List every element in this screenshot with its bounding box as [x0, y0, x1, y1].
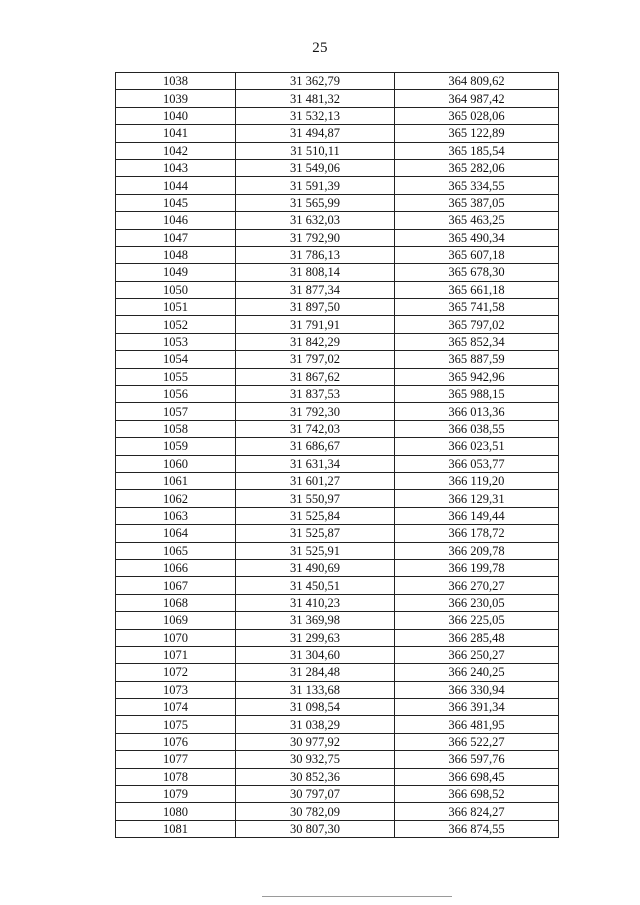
- y-coordinate-cell: 365 122,89: [395, 125, 559, 142]
- table-row: [116, 594, 559, 611]
- table-row: [116, 420, 559, 437]
- x-coordinate-cell: 31 867,62: [236, 368, 395, 385]
- x-coordinate-cell: 31 490,69: [236, 559, 395, 576]
- table-row: [116, 194, 559, 211]
- x-coordinate-cell: 31 686,67: [236, 438, 395, 455]
- table-row: [116, 525, 559, 542]
- y-coordinate-cell: 366 053,77: [395, 455, 559, 472]
- table-row: [116, 699, 559, 716]
- y-coordinate-cell: 366 230,05: [395, 594, 559, 611]
- x-coordinate-cell: 31 565,99: [236, 194, 395, 211]
- y-coordinate-cell: 366 013,36: [395, 403, 559, 420]
- x-coordinate-cell: 31 304,60: [236, 646, 395, 663]
- point-number-cell: 1060: [116, 455, 236, 472]
- table-row: [116, 316, 559, 333]
- point-number-cell: 1063: [116, 507, 236, 524]
- table-row: [116, 351, 559, 368]
- point-number-cell: 1076: [116, 733, 236, 750]
- table-row: [116, 664, 559, 681]
- y-coordinate-cell: 366 285,48: [395, 629, 559, 646]
- x-coordinate-cell: 30 782,09: [236, 803, 395, 820]
- y-coordinate-cell: 366 522,27: [395, 733, 559, 750]
- x-coordinate-cell: 31 481,32: [236, 90, 395, 107]
- y-coordinate-cell: 366 225,05: [395, 612, 559, 629]
- table-row: [116, 107, 559, 124]
- y-coordinate-cell: 366 149,44: [395, 507, 559, 524]
- x-coordinate-cell: 31 038,29: [236, 716, 395, 733]
- table-row: [116, 246, 559, 263]
- y-coordinate-cell: 365 185,54: [395, 142, 559, 159]
- coordinates-table: [115, 72, 559, 838]
- y-coordinate-cell: 365 387,05: [395, 194, 559, 211]
- point-number-cell: 1048: [116, 246, 236, 263]
- y-coordinate-cell: 366 209,78: [395, 542, 559, 559]
- point-number-cell: 1042: [116, 142, 236, 159]
- table-row: [116, 386, 559, 403]
- point-number-cell: 1057: [116, 403, 236, 420]
- table-row: [116, 90, 559, 107]
- point-number-cell: 1067: [116, 577, 236, 594]
- x-coordinate-cell: 31 842,29: [236, 333, 395, 350]
- table-row: [116, 212, 559, 229]
- table-row: [116, 368, 559, 385]
- point-number-cell: 1080: [116, 803, 236, 820]
- x-coordinate-cell: 31 362,79: [236, 73, 395, 90]
- point-number-cell: 1065: [116, 542, 236, 559]
- point-number-cell: 1078: [116, 768, 236, 785]
- y-coordinate-cell: 366 023,51: [395, 438, 559, 455]
- point-number-cell: 1039: [116, 90, 236, 107]
- y-coordinate-cell: 366 270,27: [395, 577, 559, 594]
- point-number-cell: 1072: [116, 664, 236, 681]
- y-coordinate-cell: 365 942,96: [395, 368, 559, 385]
- x-coordinate-cell: 31 525,84: [236, 507, 395, 524]
- point-number-cell: 1075: [116, 716, 236, 733]
- y-coordinate-cell: 366 824,27: [395, 803, 559, 820]
- x-coordinate-cell: 31 631,34: [236, 455, 395, 472]
- table-row: [116, 333, 559, 350]
- point-number-cell: 1073: [116, 681, 236, 698]
- y-coordinate-cell: 366 250,27: [395, 646, 559, 663]
- table-row: [116, 125, 559, 142]
- x-coordinate-cell: 31 792,30: [236, 403, 395, 420]
- point-number-cell: 1071: [116, 646, 236, 663]
- x-coordinate-cell: 31 786,13: [236, 246, 395, 263]
- y-coordinate-cell: 366 698,52: [395, 786, 559, 803]
- y-coordinate-cell: 366 597,76: [395, 751, 559, 768]
- table-row: [116, 490, 559, 507]
- y-coordinate-cell: 366 330,94: [395, 681, 559, 698]
- x-coordinate-cell: 30 852,36: [236, 768, 395, 785]
- table-row: [116, 629, 559, 646]
- x-coordinate-cell: 31 591,39: [236, 177, 395, 194]
- y-coordinate-cell: 366 119,20: [395, 472, 559, 489]
- table-row: [116, 733, 559, 750]
- point-number-cell: 1041: [116, 125, 236, 142]
- point-number-cell: 1070: [116, 629, 236, 646]
- table-row: [116, 159, 559, 176]
- table-row: [116, 820, 559, 837]
- point-number-cell: 1069: [116, 612, 236, 629]
- table-row: [116, 73, 559, 90]
- x-coordinate-cell: 31 808,14: [236, 264, 395, 281]
- point-number-cell: 1055: [116, 368, 236, 385]
- point-number-cell: 1081: [116, 820, 236, 837]
- point-number-cell: 1056: [116, 386, 236, 403]
- y-coordinate-cell: 366 391,34: [395, 699, 559, 716]
- point-number-cell: 1050: [116, 281, 236, 298]
- x-coordinate-cell: 31 792,90: [236, 229, 395, 246]
- x-coordinate-cell: 31 369,98: [236, 612, 395, 629]
- y-coordinate-cell: 365 887,59: [395, 351, 559, 368]
- point-number-cell: 1054: [116, 351, 236, 368]
- point-number-cell: 1045: [116, 194, 236, 211]
- x-coordinate-cell: 31 133,68: [236, 681, 395, 698]
- table-row: [116, 264, 559, 281]
- y-coordinate-cell: 365 334,55: [395, 177, 559, 194]
- point-number-cell: 1064: [116, 525, 236, 542]
- y-coordinate-cell: 365 741,58: [395, 299, 559, 316]
- point-number-cell: 1058: [116, 420, 236, 437]
- coordinates-table-body: [116, 73, 559, 838]
- y-coordinate-cell: 365 028,06: [395, 107, 559, 124]
- point-number-cell: 1043: [116, 159, 236, 176]
- y-coordinate-cell: 365 282,06: [395, 159, 559, 176]
- y-coordinate-cell: 366 874,55: [395, 820, 559, 837]
- y-coordinate-cell: 366 481,95: [395, 716, 559, 733]
- point-number-cell: 1046: [116, 212, 236, 229]
- x-coordinate-cell: 31 525,91: [236, 542, 395, 559]
- y-coordinate-cell: 364 987,42: [395, 90, 559, 107]
- y-coordinate-cell: 365 490,34: [395, 229, 559, 246]
- x-coordinate-cell: 31 742,03: [236, 420, 395, 437]
- table-row: [116, 281, 559, 298]
- point-number-cell: 1038: [116, 73, 236, 90]
- table-row: [116, 542, 559, 559]
- table-row: [116, 681, 559, 698]
- point-number-cell: 1040: [116, 107, 236, 124]
- point-number-cell: 1066: [116, 559, 236, 576]
- table-row: [116, 142, 559, 159]
- point-number-cell: 1074: [116, 699, 236, 716]
- table-row: [116, 455, 559, 472]
- table-row: [116, 507, 559, 524]
- table-row: [116, 559, 559, 576]
- x-coordinate-cell: 31 450,51: [236, 577, 395, 594]
- y-coordinate-cell: 365 661,18: [395, 281, 559, 298]
- y-coordinate-cell: 365 463,25: [395, 212, 559, 229]
- point-number-cell: 1079: [116, 786, 236, 803]
- x-coordinate-cell: 31 797,02: [236, 351, 395, 368]
- x-coordinate-cell: 31 632,03: [236, 212, 395, 229]
- y-coordinate-cell: 366 129,31: [395, 490, 559, 507]
- x-coordinate-cell: 31 837,53: [236, 386, 395, 403]
- table-row: [116, 177, 559, 194]
- page-number: 25: [312, 40, 328, 56]
- point-number-cell: 1068: [116, 594, 236, 611]
- x-coordinate-cell: 31 550,97: [236, 490, 395, 507]
- table-row: [116, 803, 559, 820]
- x-coordinate-cell: 31 525,87: [236, 525, 395, 542]
- table-row: [116, 612, 559, 629]
- table-row: [116, 577, 559, 594]
- x-coordinate-cell: 30 932,75: [236, 751, 395, 768]
- point-number-cell: 1051: [116, 299, 236, 316]
- x-coordinate-cell: 31 549,06: [236, 159, 395, 176]
- x-coordinate-cell: 31 284,48: [236, 664, 395, 681]
- y-coordinate-cell: 366 199,78: [395, 559, 559, 576]
- y-coordinate-cell: 366 240,25: [395, 664, 559, 681]
- y-coordinate-cell: 364 809,62: [395, 73, 559, 90]
- y-coordinate-cell: 365 607,18: [395, 246, 559, 263]
- x-coordinate-cell: 31 877,34: [236, 281, 395, 298]
- x-coordinate-cell: 31 098,54: [236, 699, 395, 716]
- point-number-cell: 1047: [116, 229, 236, 246]
- x-coordinate-cell: 30 807,30: [236, 820, 395, 837]
- point-number-cell: 1059: [116, 438, 236, 455]
- table-row: [116, 768, 559, 785]
- x-coordinate-cell: 31 299,63: [236, 629, 395, 646]
- x-coordinate-cell: 31 410,23: [236, 594, 395, 611]
- table-row: [116, 299, 559, 316]
- bottom-rule: [262, 896, 452, 897]
- point-number-cell: 1049: [116, 264, 236, 281]
- x-coordinate-cell: 31 510,11: [236, 142, 395, 159]
- table-row: [116, 472, 559, 489]
- x-coordinate-cell: 31 601,27: [236, 472, 395, 489]
- x-coordinate-cell: 30 797,07: [236, 786, 395, 803]
- y-coordinate-cell: 365 988,15: [395, 386, 559, 403]
- x-coordinate-cell: 31 532,13: [236, 107, 395, 124]
- table-row: [116, 438, 559, 455]
- table-row: [116, 403, 559, 420]
- y-coordinate-cell: 366 698,45: [395, 768, 559, 785]
- x-coordinate-cell: 31 791,91: [236, 316, 395, 333]
- point-number-cell: 1053: [116, 333, 236, 350]
- point-number-cell: 1044: [116, 177, 236, 194]
- x-coordinate-cell: 31 494,87: [236, 125, 395, 142]
- y-coordinate-cell: 365 678,30: [395, 264, 559, 281]
- x-coordinate-cell: 30 977,92: [236, 733, 395, 750]
- table-row: [116, 751, 559, 768]
- y-coordinate-cell: 366 038,55: [395, 420, 559, 437]
- point-number-cell: 1077: [116, 751, 236, 768]
- y-coordinate-cell: 365 852,34: [395, 333, 559, 350]
- y-coordinate-cell: 366 178,72: [395, 525, 559, 542]
- table-row: [116, 229, 559, 246]
- table-row: [116, 786, 559, 803]
- table-row: [116, 646, 559, 663]
- point-number-cell: 1052: [116, 316, 236, 333]
- point-number-cell: 1061: [116, 472, 236, 489]
- table-row: [116, 716, 559, 733]
- point-number-cell: 1062: [116, 490, 236, 507]
- x-coordinate-cell: 31 897,50: [236, 299, 395, 316]
- y-coordinate-cell: 365 797,02: [395, 316, 559, 333]
